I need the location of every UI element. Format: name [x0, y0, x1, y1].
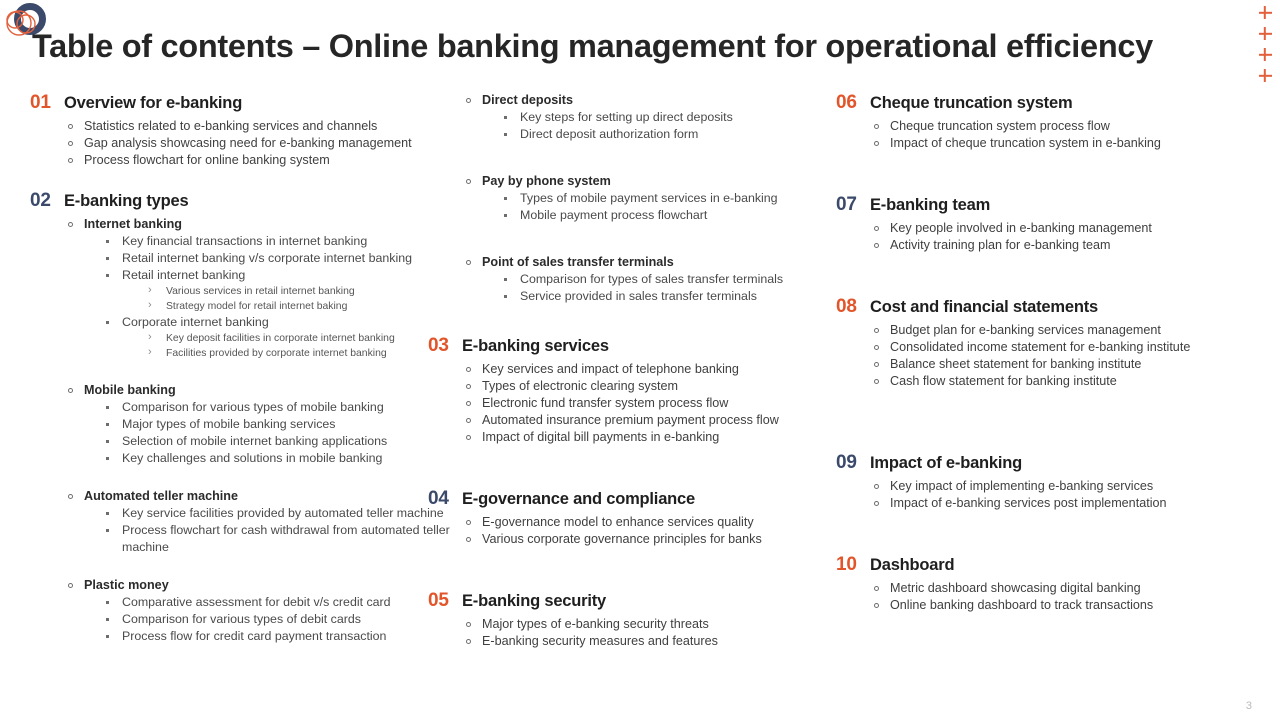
toc-item-label: Impact of cheque truncation system in e-banking: [890, 136, 1161, 150]
toc-section-header[interactable]: [836, 554, 1256, 576]
toc-item-level2[interactable]: [500, 207, 828, 224]
toc-item-label: Gap analysis showcasing need for e-banking management: [84, 136, 412, 150]
toc-list-level1: [872, 478, 1256, 512]
toc-section: [836, 554, 1256, 614]
toc-item-label: E-banking security measures and features: [482, 634, 718, 648]
toc-section-title: Cost and financial statements: [870, 298, 1099, 316]
toc-section-items: [836, 118, 1256, 152]
toc-item-label: Impact of e-banking services post implementation: [890, 496, 1167, 510]
toc-section-title: E-banking security: [462, 592, 607, 610]
toc-item-level1[interactable]: [464, 254, 828, 305]
toc-section-number: 09: [836, 452, 857, 473]
toc-item-level1[interactable]: [66, 488, 450, 556]
toc-item-label: Process flowchart for cash withdrawal from automated teller machine: [122, 523, 450, 554]
toc-section-header[interactable]: [30, 92, 450, 114]
plus-icon: [1259, 69, 1272, 82]
toc-item-label: Types of mobile payment services in e-banking: [520, 191, 778, 205]
toc-section: [428, 488, 828, 548]
toc-subgroup: [464, 92, 828, 305]
toc-section: [836, 92, 1256, 152]
section-spacer: [836, 390, 1256, 452]
toc-item-level1[interactable]: [464, 429, 828, 446]
toc-item-level1[interactable]: [464, 412, 828, 429]
section-spacer: [428, 305, 828, 335]
page-title: Table of contents – Online banking management for operational efficiency: [32, 28, 1153, 64]
toc-item-label: Retail internet banking: [122, 268, 246, 282]
toc-item-level1[interactable]: [872, 220, 1256, 237]
section-spacer: [428, 548, 828, 590]
toc-item-level1[interactable]: [66, 118, 450, 135]
toc-column-right: [836, 92, 1256, 614]
toc-item-label: Strategy model for retail internet baking: [166, 301, 348, 312]
toc-item-level1[interactable]: [872, 135, 1256, 152]
toc-list-level1: [464, 254, 828, 305]
toc-item-level2[interactable]: [500, 288, 828, 305]
toc-item-label: Automated teller machine: [84, 489, 238, 503]
list-spacer: [30, 361, 450, 382]
toc-section-header[interactable]: [836, 194, 1256, 216]
toc-item-label: E-governance model to enhance services quality: [482, 515, 754, 529]
toc-item-level1[interactable]: [464, 633, 828, 650]
toc-section-title: Impact of e-banking: [870, 454, 1023, 472]
toc-list-level1: [66, 382, 450, 467]
toc-item-level2[interactable]: [102, 314, 450, 361]
toc-list-level2: [102, 505, 450, 556]
toc-section-items: [428, 616, 828, 650]
toc-list-level1: [872, 322, 1256, 390]
toc-item-label: Cash flow statement for banking institute: [890, 374, 1117, 388]
toc-item-level2[interactable]: [500, 109, 828, 126]
toc-item-label: Major types of e-banking security threats: [482, 617, 709, 631]
toc-column-left: [30, 92, 450, 645]
toc-item-label: Key financial transactions in internet banking: [122, 234, 368, 248]
toc-item-label: Point of sales transfer terminals: [482, 255, 674, 269]
toc-section-items: [428, 514, 828, 548]
toc-item-label: Balance sheet statement for banking institute: [890, 357, 1142, 371]
toc-item-label: Impact of digital bill payments in e-banking: [482, 430, 720, 444]
toc-section-items: [30, 216, 450, 645]
toc-item-label: Types of electronic clearing system: [482, 379, 678, 393]
toc-section-number: 02: [30, 190, 51, 211]
toc-item-level1[interactable]: [464, 514, 828, 531]
toc-item-level2[interactable]: [500, 190, 828, 207]
toc-item-label: Key steps for setting up direct deposits: [520, 110, 733, 124]
toc-item-label: Process flowchart for online banking system: [84, 153, 330, 167]
toc-item-label: Comparison for types of sales transfer terminals: [520, 272, 784, 286]
toc-item-level2[interactable]: [102, 505, 450, 522]
toc-list-level1: [872, 220, 1256, 254]
toc-section: [836, 194, 1256, 254]
toc-section-title: Overview for e-banking: [64, 94, 243, 112]
toc-item-level3[interactable]: [144, 284, 450, 299]
toc-item-label: Corporate internet banking: [122, 315, 269, 329]
toc-item-label: Key impact of implementing e-banking services: [890, 479, 1154, 493]
toc-section: [836, 296, 1256, 390]
plus-icon: [1259, 48, 1272, 61]
toc-item-label: Retail internet banking v/s corporate internet banking: [122, 251, 412, 265]
toc-item-level3[interactable]: [144, 299, 450, 314]
toc-list-level3: [144, 331, 450, 361]
toc-item-level1[interactable]: [872, 118, 1256, 135]
toc-item-label: Mobile payment process flowchart: [520, 208, 708, 222]
toc-item-label: Key people involved in e-banking management: [890, 221, 1152, 235]
toc-item-label: Major types of mobile banking services: [122, 417, 336, 431]
toc-section-number: 04: [428, 488, 449, 509]
toc-item-label: Key deposit facilities in corporate internet banking: [166, 333, 395, 344]
section-spacer: [428, 446, 828, 488]
toc-item-label: Mobile banking: [84, 383, 176, 397]
toc-item-label: Facilities provided by corporate internet banking: [166, 348, 387, 359]
toc-item-level1[interactable]: [872, 580, 1256, 597]
toc-section-title: E-banking team: [870, 196, 991, 214]
toc-item-label: Metric dashboard showcasing digital banking: [890, 581, 1141, 595]
section-spacer: [836, 512, 1256, 554]
toc-section-header[interactable]: [836, 296, 1256, 318]
toc-item-label: Various services in retail internet banking: [166, 286, 355, 297]
toc-item-level2[interactable]: [102, 399, 450, 416]
toc-item-level2[interactable]: [102, 416, 450, 433]
toc-item-level1[interactable]: [66, 577, 450, 645]
toc-section-number: 06: [836, 92, 857, 113]
toc-list-level1: [66, 118, 450, 169]
toc-item-label: Internet banking: [84, 217, 182, 231]
toc-section-header[interactable]: [428, 335, 828, 357]
toc-section-number: 01: [30, 92, 51, 113]
toc-item-level1[interactable]: [464, 531, 828, 548]
toc-item-label: Electronic fund transfer system process flow: [482, 396, 729, 410]
toc-item-label: Consolidated income statement for e-banking institute: [890, 340, 1191, 354]
toc-section-title: Cheque truncation system: [870, 94, 1073, 112]
toc-section: [30, 190, 450, 645]
toc-list-level2: [500, 190, 828, 224]
list-spacer: [30, 556, 450, 577]
toc-item-level2[interactable]: [102, 594, 450, 611]
toc-item-label: Pay by phone system: [482, 174, 611, 188]
toc-list-level1: [872, 118, 1256, 152]
toc-item-label: Key challenges and solutions in mobile banking: [122, 451, 383, 465]
toc-item-level3[interactable]: [144, 346, 450, 361]
toc-item-level1[interactable]: [464, 395, 828, 412]
toc-item-label: Activity training plan for e-banking team: [890, 238, 1111, 252]
toc-item-level1[interactable]: [66, 152, 450, 169]
toc-item-label: Key service facilities provided by automated teller machine: [122, 506, 444, 520]
toc-list-level2: [102, 233, 450, 361]
toc-section-number: 08: [836, 296, 857, 317]
toc-item-level2[interactable]: [102, 450, 450, 467]
toc-item-level1[interactable]: [872, 597, 1256, 614]
toc-item-level2[interactable]: [102, 250, 450, 267]
toc-section-header[interactable]: [428, 488, 828, 510]
toc-item-level3[interactable]: [144, 331, 450, 346]
toc-item-level1[interactable]: [872, 373, 1256, 390]
toc-item-level2[interactable]: [500, 271, 828, 288]
list-spacer: [428, 143, 828, 173]
toc-list-level2: [102, 399, 450, 467]
toc-item-level2[interactable]: [102, 611, 450, 628]
toc-section: [836, 452, 1256, 512]
toc-section-items: [836, 580, 1256, 614]
toc-item-level1[interactable]: [464, 173, 828, 224]
toc-list-level3: [144, 284, 450, 314]
toc-section-items: [428, 92, 828, 305]
toc-list-level1: [66, 577, 450, 645]
toc-list-level1: [66, 488, 450, 556]
toc-item-level2[interactable]: [102, 433, 450, 450]
toc-list-level2: [102, 594, 450, 645]
toc-section: [428, 590, 828, 650]
toc-section-title: E-banking services: [462, 337, 609, 355]
toc-item-label: Plastic money: [84, 578, 169, 592]
toc-section-number: 05: [428, 590, 449, 611]
toc-item-label: Direct deposits: [482, 93, 573, 107]
toc-item-label: Service provided in sales transfer terminals: [520, 289, 757, 303]
toc-item-level2[interactable]: [102, 233, 450, 250]
toc-item-level1[interactable]: [464, 92, 828, 143]
toc-section-items: [836, 478, 1256, 512]
toc-item-label: Various corporate governance principles for banks: [482, 532, 762, 546]
toc-list-level1: [464, 361, 828, 446]
page-number: 3: [1245, 700, 1252, 712]
toc-item-level1[interactable]: [872, 237, 1256, 254]
toc-item-level1[interactable]: [66, 216, 450, 361]
toc-section-header[interactable]: [30, 190, 450, 212]
toc-section-title: E-banking types: [64, 192, 189, 210]
toc-column-middle: [428, 92, 828, 650]
toc-item-level1[interactable]: [872, 356, 1256, 373]
toc-section-items: [428, 361, 828, 446]
toc-list-level1: [464, 616, 828, 650]
toc-section-items: [836, 220, 1256, 254]
toc-section-header[interactable]: [836, 452, 1256, 474]
toc-item-label: Cheque truncation system process flow: [890, 119, 1110, 133]
toc-item-level2[interactable]: [102, 522, 450, 556]
toc-item-level1[interactable]: [464, 378, 828, 395]
toc-list-level1: [872, 580, 1256, 614]
section-spacer: [836, 254, 1256, 296]
list-spacer: [30, 467, 450, 488]
toc-section-items: [836, 322, 1256, 390]
toc-item-level1[interactable]: [872, 322, 1256, 339]
toc-section-header[interactable]: [428, 590, 828, 612]
section-spacer: [836, 152, 1256, 194]
toc-item-level1[interactable]: [872, 339, 1256, 356]
toc-item-label: Comparison for various types of debit cards: [122, 612, 361, 626]
section-spacer: [30, 169, 450, 190]
toc-item-level1[interactable]: [872, 478, 1256, 495]
toc-section-number: 10: [836, 554, 857, 575]
toc-item-label: Online banking dashboard to track transactions: [890, 598, 1154, 612]
toc-section: [30, 92, 450, 169]
toc-item-label: Automated insurance premium payment process flow: [482, 413, 779, 427]
toc-section: [428, 335, 828, 446]
plus-icon: [1259, 27, 1272, 40]
toc-list-level2: [500, 271, 828, 305]
toc-item-label: Budget plan for e-banking services management: [890, 323, 1161, 337]
toc-item-label: Statistics related to e-banking services and channels: [84, 119, 378, 133]
toc-section-items: [30, 118, 450, 169]
toc-item-label: Direct deposit authorization form: [520, 127, 699, 141]
list-spacer: [428, 224, 828, 254]
toc-list-level1: [464, 514, 828, 548]
toc-item-level1[interactable]: [464, 361, 828, 378]
toc-section-number: 07: [836, 194, 857, 215]
toc-item-level1[interactable]: [66, 382, 450, 467]
toc-item-label: Comparison for various types of mobile banking: [122, 400, 384, 414]
toc-list-level1: [464, 173, 828, 224]
toc-item-label: Process flow for credit card payment transaction: [122, 629, 387, 643]
toc-list-level2: [500, 109, 828, 143]
toc-item-label: Comparative assessment for debit v/s credit card: [122, 595, 391, 609]
toc-section-title: E-governance and compliance: [462, 490, 696, 508]
toc-item-level1[interactable]: [872, 495, 1256, 512]
toc-section-header[interactable]: [836, 92, 1256, 114]
toc-item-level1[interactable]: [464, 616, 828, 633]
toc-item-level2[interactable]: [102, 628, 450, 645]
plus-icon: [1259, 6, 1272, 19]
toc-item-level2[interactable]: [500, 126, 828, 143]
toc-list-level1: [66, 216, 450, 361]
toc-item-level1[interactable]: [66, 135, 450, 152]
toc-item-level2[interactable]: [102, 267, 450, 314]
plus-decoration-group: [1254, 6, 1276, 82]
toc-item-label: Selection of mobile internet banking applications: [122, 434, 388, 448]
toc-section-number: 03: [428, 335, 449, 356]
toc-item-label: Key services and impact of telephone banking: [482, 362, 739, 376]
toc-section-title: Dashboard: [870, 556, 955, 574]
toc-list-level1: [464, 92, 828, 143]
